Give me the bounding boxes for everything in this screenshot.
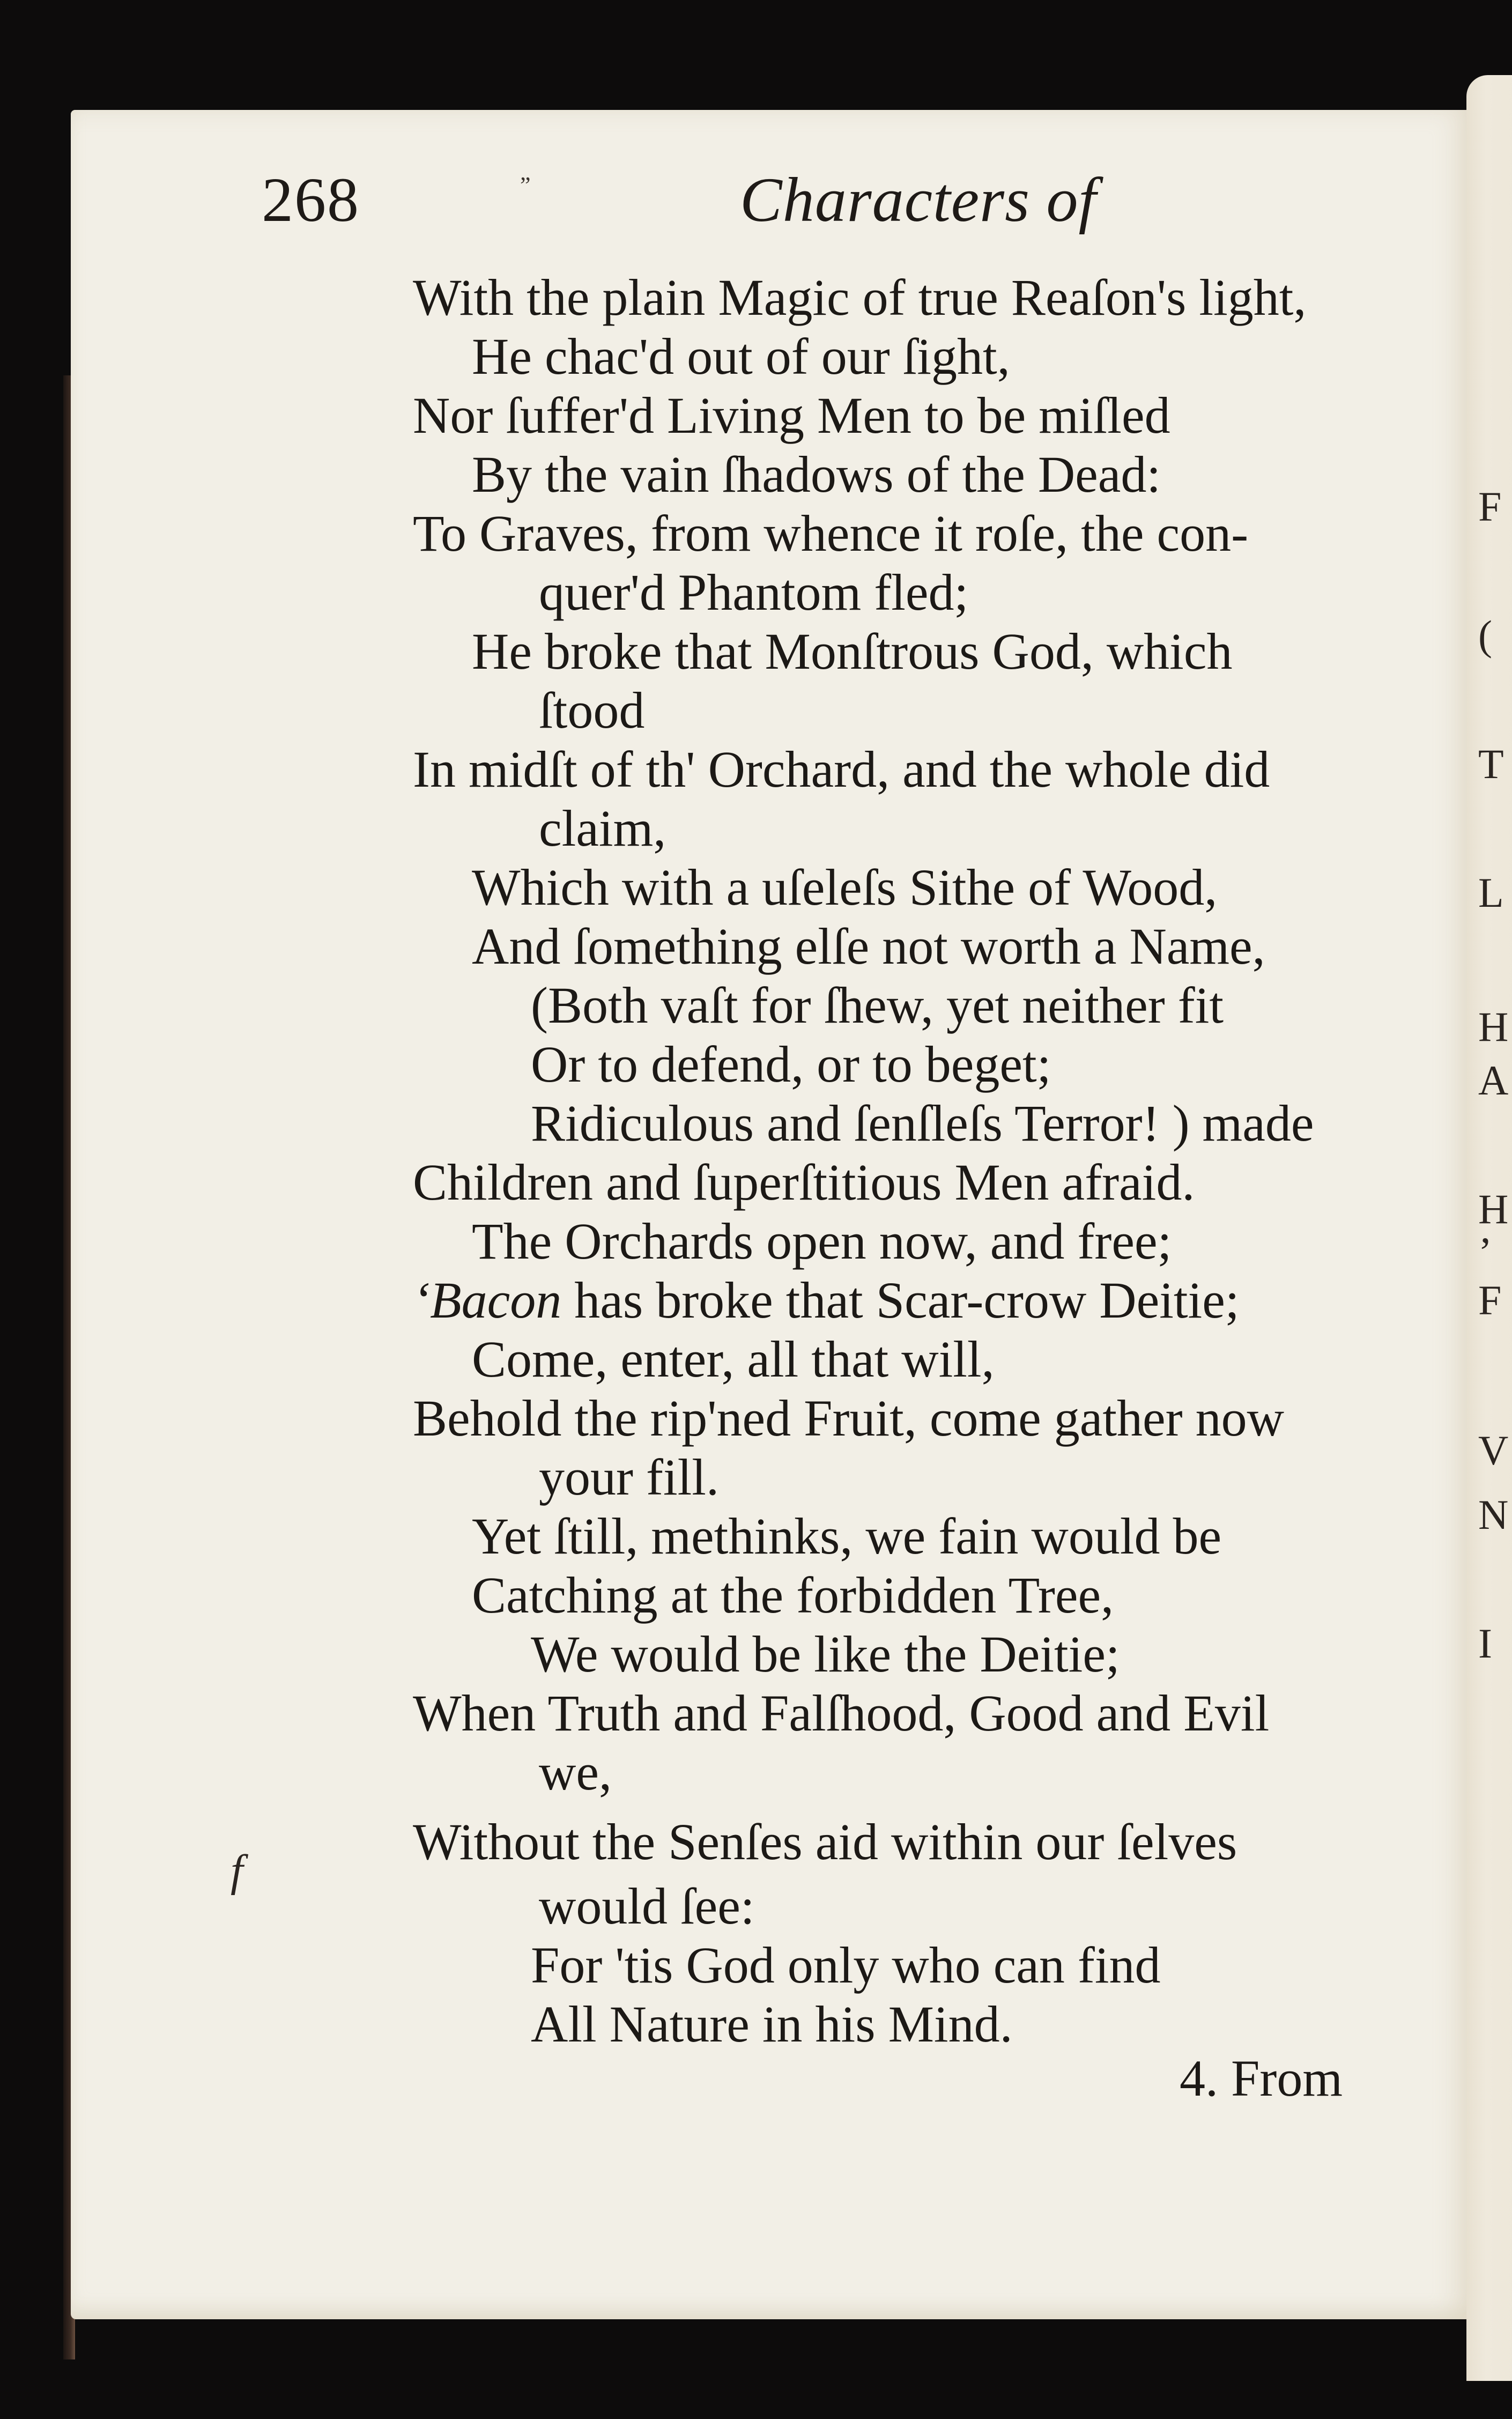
poem-line: claim, [539,800,666,857]
recto-fragment: H [1478,1003,1509,1050]
recto-fragment: ( [1478,612,1492,659]
poem-line: Which with a uſeleſs Sithe of Wood, [472,859,1218,916]
margin-mark: f [231,1846,243,1896]
poem-line: Come, enter, all that will, [472,1330,995,1388]
page-number: 268 [262,165,360,235]
poem-line: (Both vaſt for ſhew, yet neither fit [531,977,1224,1034]
poem-line: He chac'd out of our ſight, [472,328,1010,385]
running-title: Characters of [740,165,1097,235]
recto-fragment: A [1478,1057,1509,1104]
poem-line: Or to defend, or to beget; [531,1035,1051,1093]
poem-line: And ſomething elſe not worth a Name, [472,918,1265,975]
poem-line: Nor ſuffer'd Living Men to be miſled [413,387,1170,444]
recto-fragment: V [1478,1427,1509,1474]
poem-line: Without the Senſes aid within our ſelves [413,1813,1237,1870]
poem-line: Catching at the forbidden Tree, [472,1566,1114,1624]
recto-fragment: N [1478,1491,1509,1538]
poem-line: Yet ſtill, methinks, we fain would be [472,1507,1222,1565]
poem-line: We would be like the Deitie; [531,1625,1120,1683]
poem-line: In midſt of th' Orchard, and the whole did [413,741,1270,798]
stray-quote-mark: ” [520,172,531,198]
recto-fragment: T [1478,741,1504,787]
recto-fragment: F [1478,1277,1502,1323]
recto-fragment: ’ [1478,1229,1492,1275]
poem-line: we, [539,1743,612,1801]
poem-line: When Truth and Falſhood, Good and Evil [413,1684,1270,1742]
poem-line: ſtood [539,682,645,739]
recto-fragment: I [1478,1620,1492,1667]
poem-line: The Orchards open now, and free; [472,1212,1172,1270]
poem-line: All Nature in his Mind. [531,1995,1013,2053]
poem-line: your fill. [539,1448,719,1506]
poem-line: would ſee: [539,1877,755,1935]
recto-fragment: F [1478,483,1502,530]
poem-line: To Graves, from whence it roſe, the con- [413,505,1249,562]
poem-line: With the plain Magic of true Reaſon's light, [413,269,1307,326]
poem-line-rest: has broke that Scar-crow Deitie; [574,1271,1240,1329]
recto-fragment: L [1478,869,1504,916]
poem-line: By the vain ſhadows of the Dead: [472,446,1161,503]
name-bacon: ‘Bacon [413,1271,562,1329]
poem-line: He broke that Monſtrous God, which [472,623,1233,680]
poem-line: Behold the rip'ned Fruit, come gather now [413,1389,1284,1447]
poem-line: Children and ſuperſtitious Men afraid. [413,1153,1195,1211]
poem-line: quer'd Phantom fled; [539,564,969,621]
poem-line: For 'tis God only who can find [531,1936,1161,1994]
recto-fragment: H [1478,1186,1509,1232]
poem-line: Ridiculous and ſenſleſs Terror! ) made [531,1094,1314,1152]
poem-line [413,1271,1239,1330]
catchword: 4. From [1180,2050,1343,2107]
